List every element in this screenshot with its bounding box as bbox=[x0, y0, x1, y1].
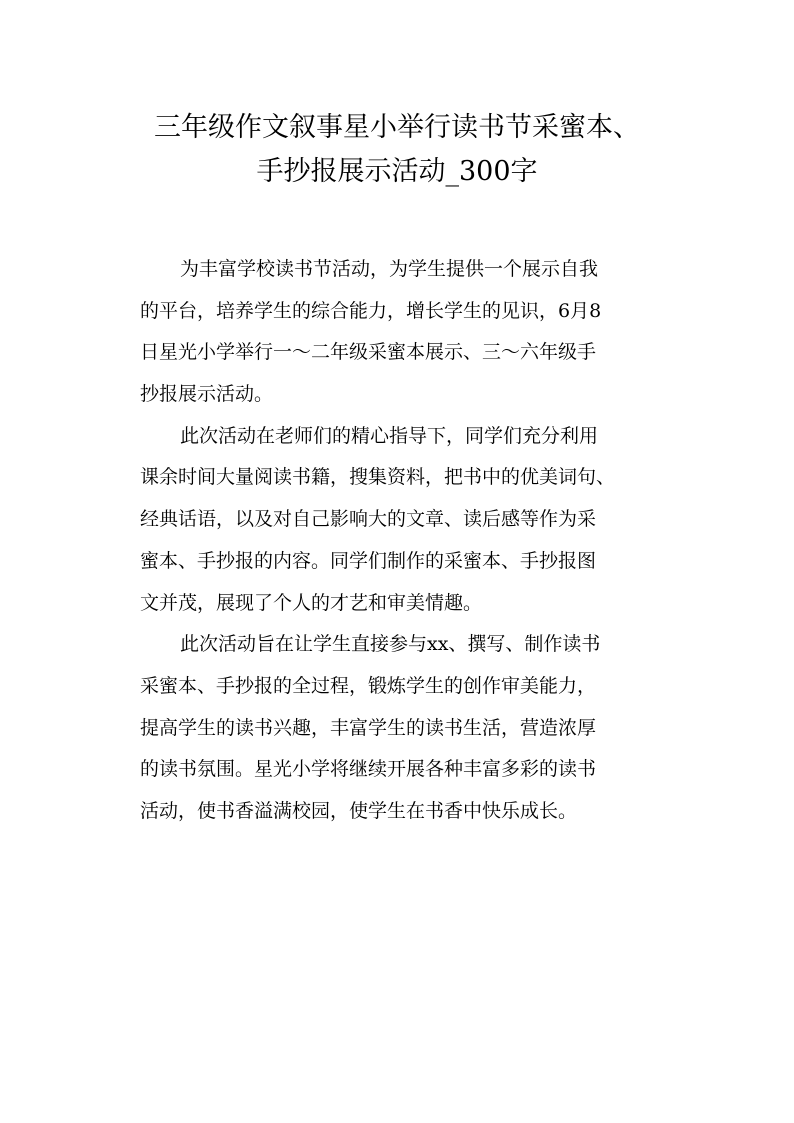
paragraph-line: 的读书氛围。星光小学将继续开展各种丰富多彩的读书 bbox=[140, 758, 597, 781]
paragraph-line: 文并茂，展现了个人的才艺和审美情趣。 bbox=[140, 591, 483, 614]
paragraph-line: 蜜本、手抄报的内容。同学们制作的采蜜本、手抄报图 bbox=[140, 549, 597, 572]
paragraph-line: 为丰富学校读书节活动，为学生提供一个展示自我 bbox=[180, 258, 599, 280]
paragraph-line: 提高学生的读书兴趣，丰富学生的读书生活，营造浓厚 bbox=[140, 716, 597, 739]
document-title-line-2: 手抄报展示活动_300字 bbox=[256, 156, 538, 187]
paragraph-3 bbox=[140, 624, 680, 832]
paragraph-line: 活动，使书香溢满校园，使学生在书香中快乐成长。 bbox=[140, 799, 578, 822]
paragraph-line: 采蜜本、手抄报的全过程，锻炼学生的创作审美能力， bbox=[140, 674, 597, 697]
paragraph-1 bbox=[140, 249, 680, 416]
paragraph-line: 抄报展示活动。 bbox=[140, 383, 274, 406]
paragraph-line: 课余时间大量阅读书籍，搜集资料，把书中的优美词句、 bbox=[140, 466, 616, 489]
paragraph-line: 经典话语，以及对自己影响大的文章、读后感等作为采 bbox=[140, 508, 597, 531]
paragraph-line: 的平台，培养学生的综合能力，增长学生的见识，6月8 bbox=[140, 299, 602, 322]
document-body bbox=[140, 249, 680, 833]
paragraph-line: 此次活动在老师们的精心指导下，同学们充分利用 bbox=[180, 424, 599, 447]
paragraph-line: 此次活动旨在让学生直接参与xx、撰写、制作读书 bbox=[180, 633, 601, 656]
paragraph-2 bbox=[140, 416, 680, 624]
document-title-line-1: 三年级作文叙事星小举行读书节采蜜本、 bbox=[154, 112, 640, 143]
paragraph-line: 日星光小学举行一～二年级采蜜本展示、三～六年级手 bbox=[140, 341, 597, 364]
